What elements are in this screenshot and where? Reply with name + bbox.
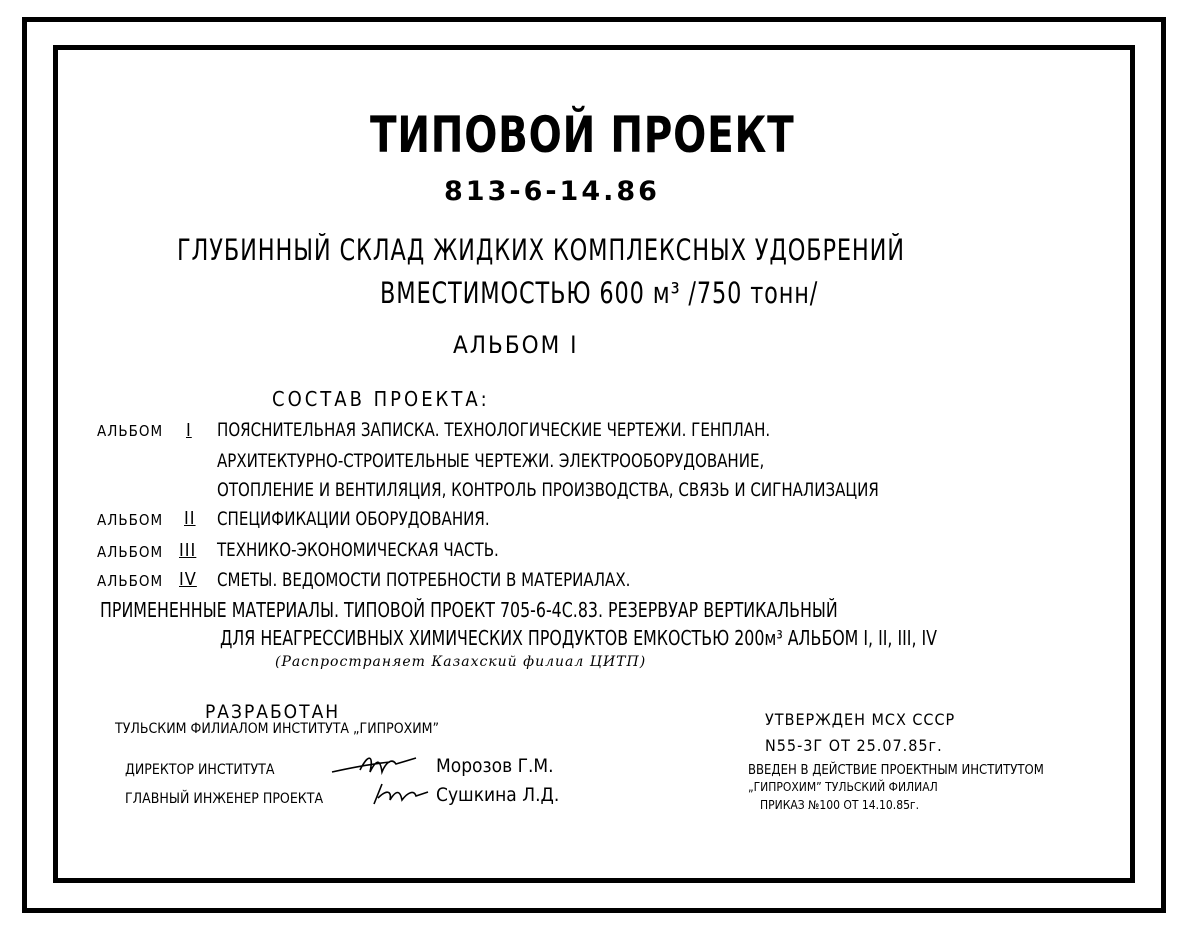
developed-title: РАЗРАБОТАН [205, 701, 341, 723]
album-1-label: АЛЬБОМ [97, 422, 164, 440]
developed-org: ТУЛЬСКИМ ФИЛИАЛОМ ИНСТИТУТА „ГИПРОХИМ” [115, 721, 440, 737]
approved-line-3: ВВЕДЕН В ДЕЙСТВИЕ ПРОЕКТНЫМ ИНСТИТУТОМ [748, 763, 1044, 778]
materials-line-1: ПРИМЕНЕННЫЕ МАТЕРИАЛЫ. ТИПОВОЙ ПРОЕКТ 705-6-4С.83. РЕЗЕРВУАР ВЕРТИКАЛЬНЫЙ [100, 598, 838, 622]
composition-title: СОСТАВ ПРОЕКТА: [272, 387, 490, 411]
materials-line-2: ДЛЯ НЕАГРЕССИВНЫХ ХИМИЧЕСКИХ ПРОДУКТОВ ЕМКОСТЬЮ 200м³ АЛЬБОМ I, II, III, IV [220, 626, 938, 650]
approved-line-2: N55-3Г ОТ 25.07.85г. [765, 736, 943, 755]
director-label: ДИРЕКТОР ИНСТИТУТА [125, 762, 275, 778]
document-title: ТИПОВОЙ ПРОЕКТ [370, 106, 795, 164]
approved-line-1: УТВЕРЖДЕН МСХ СССР [765, 710, 956, 729]
album-4-number: IV [179, 569, 197, 590]
heading-line-2: ВМЕСТИМОСТЬЮ 600 м³ /750 тонн/ [380, 276, 819, 310]
chief-engineer-label: ГЛАВНЫЙ ИНЖЕНЕР ПРОЕКТА [125, 791, 324, 807]
heading-line-1: ГЛУБИННЫЙ СКЛАД ЖИДКИХ КОМПЛЕКСНЫХ УДОБРЕНИЙ [177, 233, 905, 267]
album-2-line-1: СПЕЦИФИКАЦИИ ОБОРУДОВАНИЯ. [217, 508, 490, 530]
album-1-number: I [186, 420, 192, 441]
materials-distributor-note: (Распространяет Казахский филиал ЦИТП) [275, 654, 647, 670]
approved-line-5: ПРИКАЗ №100 ОТ 14.10.85г. [760, 798, 920, 812]
album-3-line-1: ТЕХНИКО-ЭКОНОМИЧЕСКАЯ ЧАСТЬ. [217, 539, 499, 561]
album-label: АЛЬБОМ I [453, 331, 579, 359]
chief-engineer-name: Сушкина Л.Д. [436, 784, 560, 806]
album-3-label: АЛЬБОМ [97, 543, 164, 561]
album-3-number: III [179, 540, 197, 561]
album-1-line-3: ОТОПЛЕНИЕ И ВЕНТИЛЯЦИЯ, КОНТРОЛЬ ПРОИЗВОДСТВА, СВЯЗЬ И СИГНАЛИЗАЦИЯ [217, 479, 879, 501]
director-name: Морозов Г.М. [436, 755, 554, 777]
director-signature [330, 750, 420, 780]
album-2-label: АЛЬБОМ [97, 511, 164, 529]
album-2-number: II [184, 508, 196, 529]
album-1-line-2: АРХИТЕКТУРНО-СТРОИТЕЛЬНЫЕ ЧЕРТЕЖИ. ЭЛЕКТРООБОРУДОВАНИЕ, [217, 450, 765, 472]
album-4-label: АЛЬБОМ [97, 572, 164, 590]
approved-line-4: „ГИПРОХИМ” ТУЛЬСКИЙ ФИЛИАЛ [748, 780, 938, 794]
album-1-line-1: ПОЯСНИТЕЛЬНАЯ ЗАПИСКА. ТЕХНОЛОГИЧЕСКИЕ ЧЕРТЕЖИ. ГЕНПЛАН. [217, 419, 771, 441]
project-code: 813-6-14.86 [444, 176, 660, 207]
album-4-line-1: СМЕТЫ. ВЕДОМОСТИ ПОТРЕБНОСТИ В МАТЕРИАЛАХ. [217, 569, 631, 591]
chief-engineer-signature [368, 780, 432, 808]
